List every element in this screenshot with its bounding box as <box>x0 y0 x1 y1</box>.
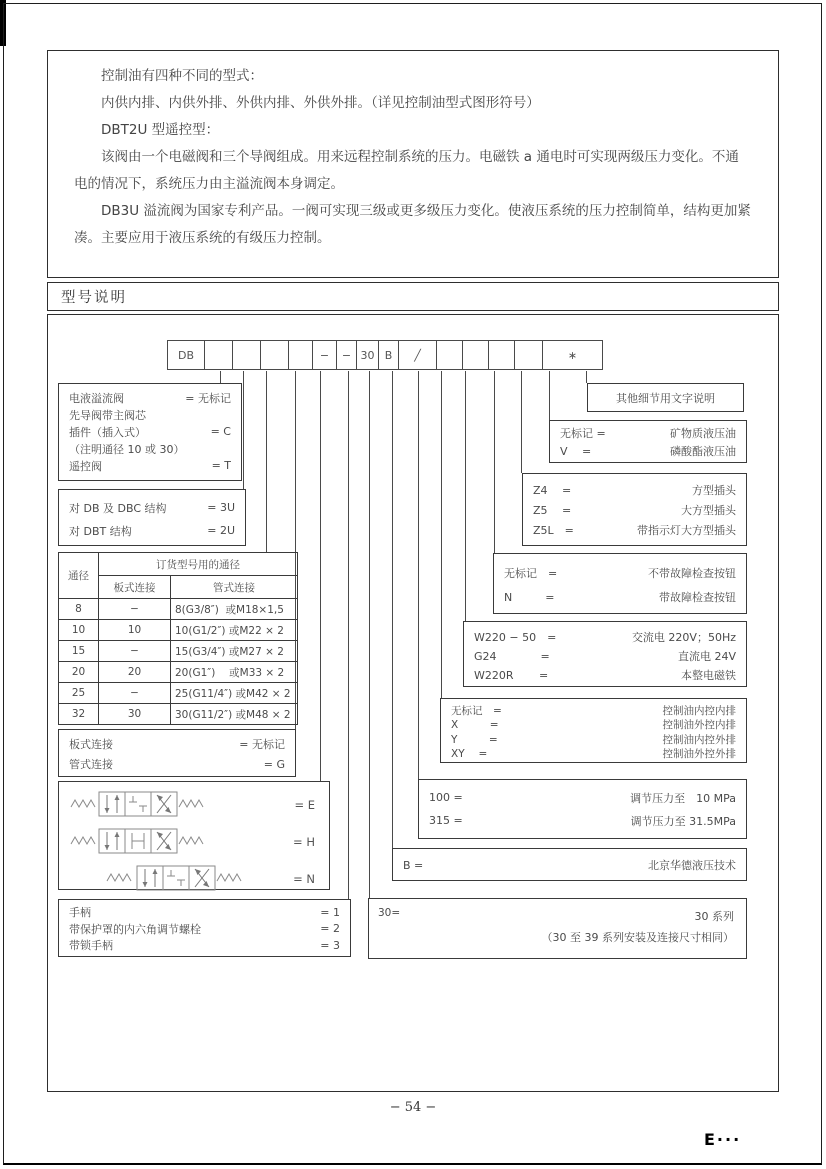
kv-row <box>441 718 746 733</box>
leader-line <box>521 371 522 473</box>
solenoid-power-box <box>463 621 747 687</box>
code-cell-empty <box>463 340 489 370</box>
leader-line <box>369 371 370 898</box>
fault-check-button-box <box>493 553 747 614</box>
table-cell: 32 <box>59 704 99 725</box>
kv-value: = G <box>263 757 285 771</box>
size-table <box>58 552 298 725</box>
kv-label: 手柄 <box>69 906 91 920</box>
kv-value: 方型插头 <box>692 484 736 497</box>
other-note-label: 其他细节用文字说明 <box>616 391 715 405</box>
brand-box <box>392 848 747 881</box>
series-code-label: 30= <box>378 907 401 919</box>
table-cell: 10 <box>59 620 99 641</box>
valve-symbol-row <box>59 823 329 860</box>
kv-row <box>59 457 241 474</box>
kv-row <box>494 585 746 609</box>
table-cell: 25(G11/4″) 或M42 × 2 <box>171 683 298 704</box>
kv-row <box>550 442 746 460</box>
structure-box <box>58 489 246 546</box>
table-cell: 30(G11/2″) 或M48 × 2 <box>171 704 298 725</box>
kv-label: 315 = <box>429 814 463 827</box>
kv-row <box>441 703 746 718</box>
kv-row <box>550 424 746 442</box>
kv-value: 不带故障检查按钮 <box>648 567 736 580</box>
kv-label: 管式连接 <box>69 758 113 771</box>
kv-value: 磷酸酯液压油 <box>670 445 736 458</box>
kv-label: W220R = <box>474 668 549 682</box>
table-cell: 15 <box>59 641 99 662</box>
valve-symbol-code: = H <box>293 834 315 849</box>
intro-paragraph: 内供内排、内供外排、外供内排、外供外排。（详见控制油型式图形符号） <box>101 95 540 111</box>
kv-label: 带锁手柄 <box>69 939 113 953</box>
intro-paragraph: DBT2U 型遥控型： <box>101 122 220 138</box>
table-sub-header: 管式连接 <box>171 576 298 599</box>
table-group-header: 订货型号用的通径 <box>99 553 298 576</box>
intro-paragraph: 该阀由一个电磁阀和三个导阀组成。用来远程控制系统的压力。电磁铁 a 通电时可实现两级压力变化。不通电的情况下，系统压力由主溢流阀本身调定。 <box>74 149 739 192</box>
kv-row <box>59 904 350 921</box>
kv-value: 控制油内控内排 <box>662 704 736 717</box>
code-cell-x: ╱ <box>399 340 437 370</box>
kv-label: 遥控阀 <box>69 459 102 473</box>
code-cell-x: − <box>313 340 337 370</box>
code-cell-empty <box>261 340 289 370</box>
kv-value: = 2U <box>207 524 235 537</box>
series-name: 30 系列 <box>694 910 734 923</box>
kv-value: 控制油外控内排 <box>662 719 736 732</box>
kv-row <box>59 754 295 774</box>
kv-value: = 1 <box>320 905 340 919</box>
kv-label: 无标记 = <box>560 427 606 440</box>
kv-label: Z5 = <box>533 504 572 517</box>
kv-label: 插件（插入式） <box>69 425 146 439</box>
kv-label: 先导阀带主阀芯 <box>69 408 146 422</box>
table-row <box>59 704 298 725</box>
kv-row <box>464 646 746 665</box>
kv-value: = 2 <box>320 922 340 936</box>
kv-label: 电液溢流阀 <box>69 391 124 405</box>
kv-row <box>59 389 241 406</box>
kv-row <box>441 747 746 762</box>
table-cell: 15(G3/4″) 或M27 × 2 <box>171 641 298 662</box>
kv-value: 带指示灯大方型插头 <box>637 524 736 537</box>
kv-value: 北京华德液压技术 <box>648 859 736 872</box>
leader-line <box>392 371 393 848</box>
table-cell: 25 <box>59 683 99 704</box>
kv-row <box>393 856 746 874</box>
table-cell: 10(G1/2″) 或M22 × 2 <box>171 620 298 641</box>
kv-label: 对 DB 及 DBC 结构 <box>69 501 167 515</box>
kv-value: 矿物质液压油 <box>670 427 736 440</box>
kv-row <box>59 423 241 440</box>
valve-symbol-row <box>59 860 329 897</box>
leader-line <box>243 371 244 489</box>
corner-mark: E··· <box>704 1130 742 1149</box>
kv-value: 直流电 24V <box>677 649 736 663</box>
table-cell: − <box>99 641 171 662</box>
valve-symbol-e-icon <box>67 790 247 820</box>
page-number: − 54 − <box>389 1100 437 1115</box>
kv-label: X = <box>451 719 499 732</box>
valve-type-box <box>58 383 242 481</box>
valve-symbol-row <box>59 786 329 823</box>
leader-line <box>441 371 442 698</box>
code-cell-empty <box>489 340 515 370</box>
kv-label: W220 − 50 = <box>474 630 557 644</box>
table-row <box>59 662 298 683</box>
control-oil-drain-box <box>440 698 747 763</box>
kv-value: = 3U <box>207 501 235 514</box>
code-cell-empty <box>233 340 261 370</box>
kv-row <box>59 496 245 519</box>
kv-row <box>494 561 746 585</box>
section-title: 型号说明 <box>61 290 127 306</box>
kv-label: XY = <box>451 748 488 761</box>
leader-line <box>220 371 221 383</box>
leader-line <box>465 371 466 621</box>
kv-label: 无标记 = <box>504 567 558 580</box>
table-cell: 20 <box>99 662 171 683</box>
kv-row <box>523 520 746 540</box>
kv-label: 无标记 = <box>451 704 502 717</box>
code-cell-B: B <box>379 340 399 370</box>
intro-paragraph: DB3U 溢流阀为国家专利产品。一阀可实现三级或更多级压力变化。使液压系统的压力控制简单，结构更加紧凑。主要应用于液压系统的有级压力控制。 <box>74 203 751 246</box>
valve-symbol-h-icon <box>67 827 247 857</box>
kv-row <box>59 937 350 954</box>
kv-value: 交流电 220V；50Hz <box>631 630 736 644</box>
kv-value: 控制油外控外排 <box>662 748 736 761</box>
table-cell: 8(G3/8″) 或M18×1,5 <box>171 599 298 620</box>
table-row <box>59 683 298 704</box>
code-cell-empty <box>289 340 313 370</box>
kv-row <box>464 665 746 684</box>
kv-value: = 3 <box>320 938 340 952</box>
kv-label: Z4 = <box>533 484 572 497</box>
code-cell-empty <box>437 340 463 370</box>
kv-label: 100 = <box>429 791 463 804</box>
series-note: （30 至 39 系列安装及连接尺寸相同） <box>541 931 734 944</box>
table-cell: 20(G1″) 或M33 × 2 <box>171 662 298 683</box>
kv-label: N = <box>504 591 555 604</box>
kv-row <box>419 786 746 809</box>
leader-line <box>266 371 267 552</box>
table-cell: 30 <box>99 704 171 725</box>
connection-box <box>58 729 296 777</box>
kv-value: 本整电磁铁 <box>681 668 736 682</box>
table-sub-header: 板式连接 <box>99 576 171 599</box>
leader-line <box>494 371 495 553</box>
kv-row <box>59 440 241 457</box>
kv-value: 调节压力至 10 MPa <box>630 791 736 805</box>
kv-row <box>59 921 350 938</box>
kv-label: 对 DBT 结构 <box>69 524 132 538</box>
kv-value: 调节压力至 31.5MPa <box>630 814 736 828</box>
kv-row <box>523 500 746 520</box>
leader-line <box>320 371 321 781</box>
kv-label: Z5L = <box>533 524 574 537</box>
code-cell-x: − <box>337 340 357 370</box>
plug-type-box <box>522 473 747 546</box>
table-row <box>59 620 298 641</box>
code-cell-x: ∗ <box>543 340 603 370</box>
table-cell: − <box>99 683 171 704</box>
kv-label: B = <box>403 858 424 872</box>
leader-line <box>348 371 349 899</box>
kv-value: 带故障检查按钮 <box>659 591 736 604</box>
fluid-type-box <box>549 420 747 463</box>
series-box <box>368 898 747 959</box>
kv-row <box>59 519 245 542</box>
kv-row <box>59 734 295 754</box>
table-cell: − <box>99 599 171 620</box>
kv-row <box>441 732 746 747</box>
kv-row <box>59 406 241 423</box>
kv-label: 板式连接 <box>69 738 113 751</box>
kv-value: = 无标记 <box>185 391 231 405</box>
ordering-code-row <box>167 340 603 370</box>
table-cell: 8 <box>59 599 99 620</box>
valve-symbol-code: = N <box>293 871 315 886</box>
kv-row <box>523 480 746 500</box>
intro-text-box <box>47 50 779 278</box>
code-cell-empty <box>515 340 543 370</box>
code-cell-empty <box>205 340 233 370</box>
kv-label: V = <box>560 445 592 458</box>
kv-label: （注明通径 10 或 30） <box>69 442 185 456</box>
pressure-setting-box <box>418 779 747 839</box>
kv-value: = T <box>211 459 231 472</box>
table-cell: 10 <box>99 620 171 641</box>
valve-symbol-code: = E <box>294 797 315 812</box>
leader-line <box>586 371 587 383</box>
kv-value: 大方型插头 <box>681 504 736 517</box>
table-row <box>59 599 298 620</box>
code-cell-30: 30 <box>357 340 379 370</box>
intro-paragraph: 控制油有四种不同的型式： <box>101 68 263 84</box>
code-cell-DB: DB <box>167 340 205 370</box>
other-note-box <box>587 383 744 412</box>
table-cell: 20 <box>59 662 99 683</box>
kv-value: = C <box>210 425 231 438</box>
valve-symbol-box <box>58 781 330 890</box>
kv-row <box>464 627 746 646</box>
kv-label: G24 = <box>474 649 550 663</box>
table-row <box>59 641 298 662</box>
section-header <box>47 282 779 311</box>
kv-label: 带保护罩的内六角调节螺栓 <box>69 922 201 936</box>
leader-line <box>418 371 419 779</box>
table-corner-header: 通径 <box>59 553 99 599</box>
handle-box <box>58 899 351 957</box>
kv-value: 控制油内控外排 <box>662 733 736 746</box>
kv-value: = 无标记 <box>239 738 285 751</box>
leader-line <box>549 371 550 420</box>
valve-symbol-n-icon <box>103 864 253 894</box>
kv-label: Y = <box>451 733 498 746</box>
kv-row <box>419 809 746 832</box>
